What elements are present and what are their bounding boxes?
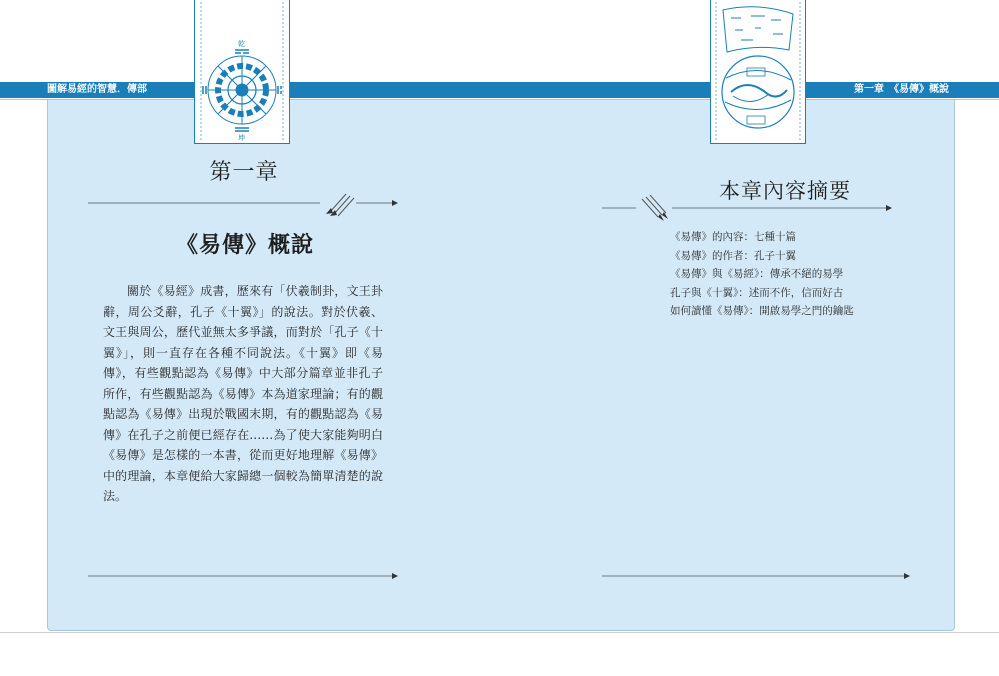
bagua-diagram-icon [195, 0, 289, 143]
summary-item: 《易傳》的作者：孔子十翼 [670, 249, 796, 262]
left-footer-arrow [88, 570, 400, 582]
chapter-intro-paragraph: 關於《易經》成書，歷來有「伏羲制卦，文王卦辭，周公爻辭，孔子《十翼》」的說法。對於伏羲、文王與周公，歷代並無太多爭議，而對於「孔子《十翼》」，則一直存在各種不同說法。《十翼》即《易傳》，有些觀點認為《易傳》中大部分篇章並非孔子所作，有些觀點認為《易傳》本為道家理論；有的觀點認為《易傳》出現於戰國末期，有的觀點認為《易傳》在孔子之前便已經存在……為了使大家能夠明白《易傳》是怎樣的一本書，從而更好地理解《易傳》中的理論，本章便給大家歸總一個較為簡單清楚的說法。 [103, 284, 383, 503]
summary-list [670, 228, 854, 321]
right-running-head: 第一章 《易傳》概說 [854, 84, 949, 95]
summary-item: 《易傳》與《易經》：傳承不絕的易學 [670, 268, 844, 280]
right-decor-strip [710, 0, 806, 144]
left-decor-strip [194, 0, 290, 144]
summary-item: 孔子與《十翼》：述而不作，信而好古 [670, 286, 844, 299]
left-running-head: 圖解易經的智慧．傳部 [47, 84, 147, 95]
summary-item: 《易傳》的內容：七種十篇 [670, 231, 796, 243]
chapter-intro-text [103, 281, 383, 507]
bottom-rule [0, 632, 999, 633]
chapter-title: 《易傳》概說 [175, 233, 314, 258]
chapter-number: 第一章 [209, 160, 279, 185]
summary-divider-arrow [602, 195, 894, 223]
svg-text:坤: 坤 [238, 134, 245, 142]
yin-yang-map-icon [711, 0, 805, 143]
summary-title: 本章內容摘要 [719, 179, 851, 203]
summary-item: 如何讀懂《易傳》：開啟易學之門的鑰匙 [670, 305, 854, 317]
right-footer-arrow [602, 570, 914, 582]
header-band [0, 82, 999, 98]
chapter-divider-arrow [88, 190, 400, 218]
svg-text:乾: 乾 [238, 40, 245, 48]
